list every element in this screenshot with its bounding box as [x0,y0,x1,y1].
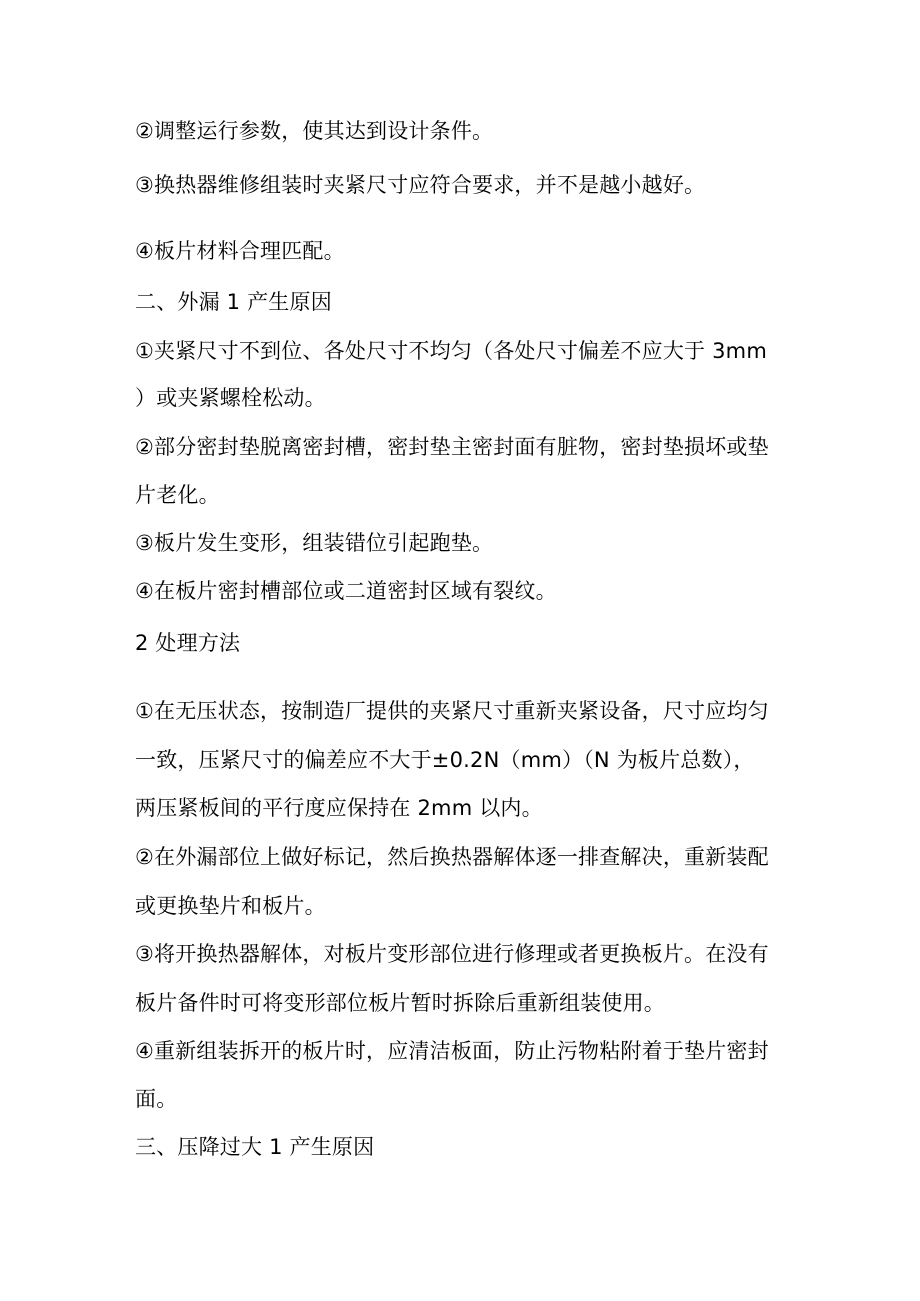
text-line: 板片备件时可将变形部位板片暂时拆除后重新组装使用。 [135,991,665,1015]
text-line: ③将开换热器解体，对板片变形部位进行修理或者更换板片。在没有 [135,942,769,966]
text-line: ④重新组装拆开的板片时，应清洁板面，防止污物粘附着于垫片密封 [135,1039,769,1063]
text-line: ③板片发生变形，组装错位引起跑垫。 [135,531,494,555]
text-line: ④在板片密封槽部位或二道密封区域有裂纹。 [135,579,557,603]
text-line: 或更换垫片和板片。 [135,894,326,918]
section-heading: 二、外漏 1 产生原因 [135,290,332,314]
text-line: ①在无压状态，按制造厂提供的夹紧尺寸重新夹紧设备，尺寸应均匀 [135,699,769,723]
text-line: 一致，压紧尺寸的偏差应不大于±0.2N（mm）（N 为板片总数）， [135,748,755,772]
text-line: ③换热器维修组装时夹紧尺寸应符合要求，并不是越小越好。 [135,173,706,197]
text-line: 面。 [135,1087,178,1111]
text-line: ）或夹紧螺栓松动。 [135,386,326,410]
text-line: 两压紧板间的平行度应保持在 2mm 以内。 [135,796,543,820]
text-line: 片老化。 [135,483,220,507]
text-line: ②在外漏部位上做好标记，然后换热器解体逐一排查解决，重新装配 [135,845,769,869]
section-heading: 三、压降过大 1 产生原因 [135,1135,375,1159]
section-heading: 2 处理方法 [135,631,241,655]
text-line: ②调整运行参数，使其达到设计条件。 [135,119,494,143]
text-line: ①夹紧尺寸不到位、各处尺寸不均匀（各处尺寸偏差不应大于 3mm [135,339,767,363]
text-line: ②部分密封垫脱离密封槽，密封垫主密封面有脏物，密封垫损坏或垫 [135,435,769,459]
text-line: ④板片材料合理匹配。 [135,239,345,263]
